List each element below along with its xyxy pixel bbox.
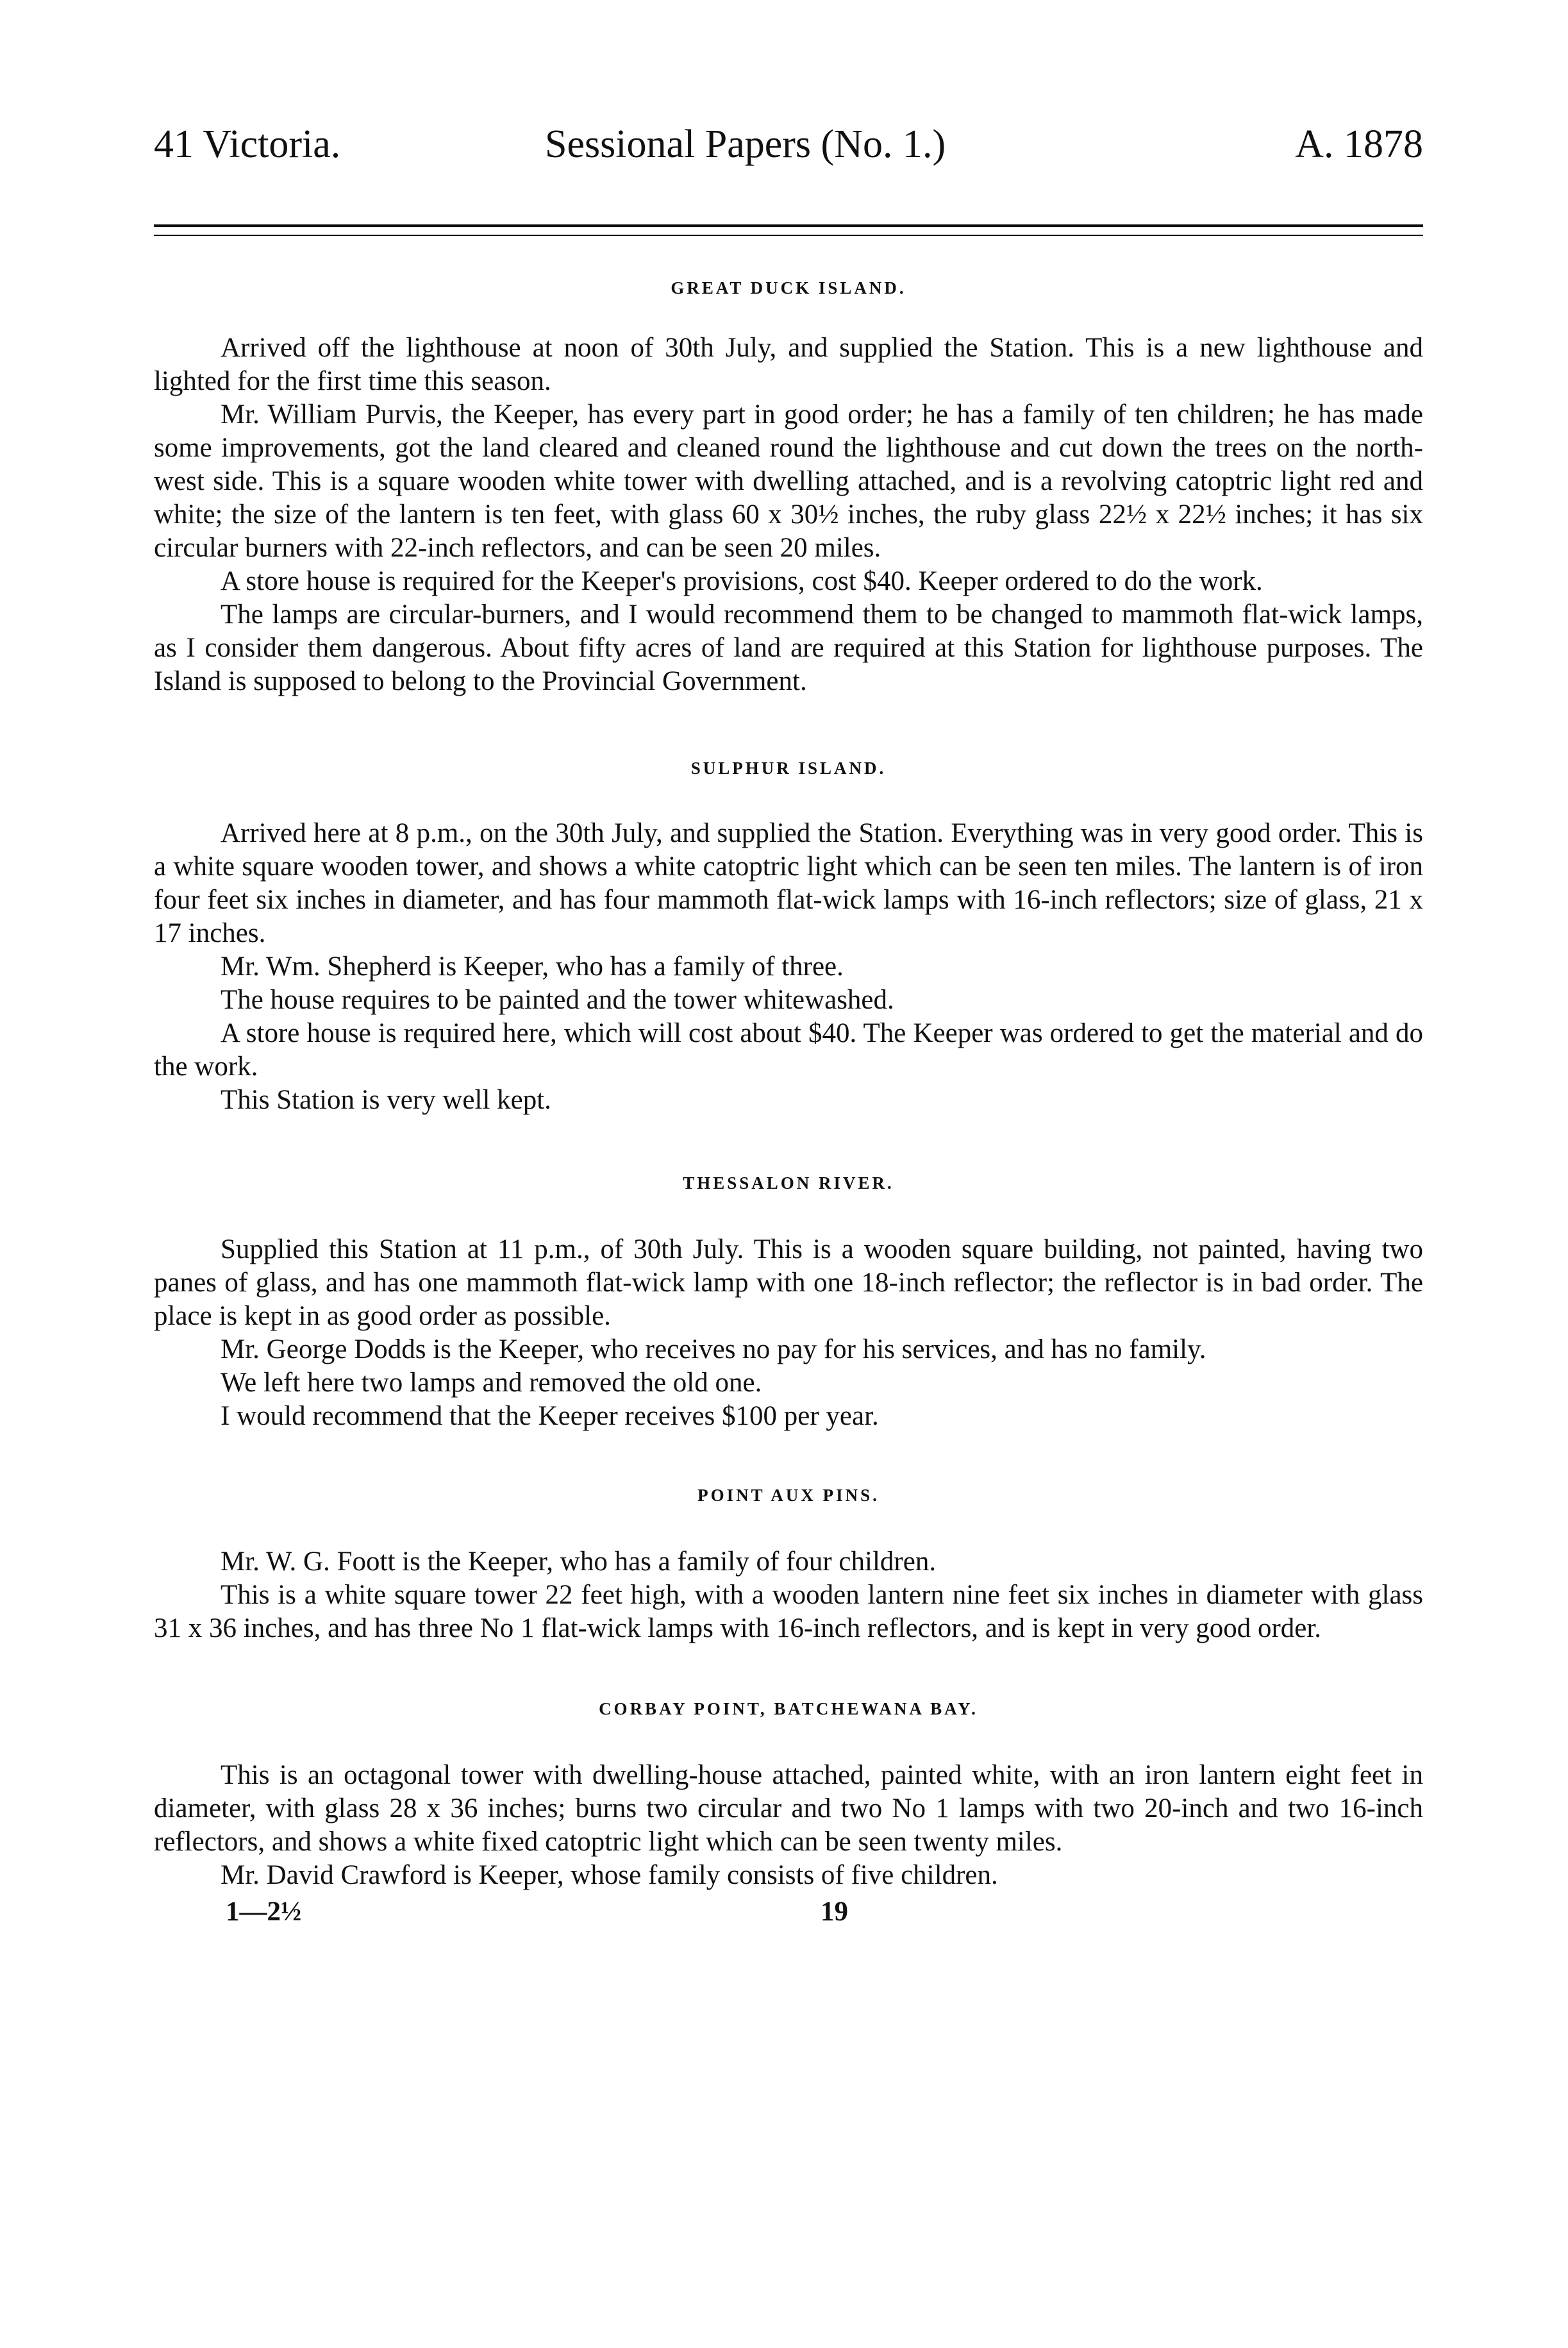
header-volume: 41 Victoria. — [154, 122, 341, 166]
paragraph: A store house is required here, which will cost about $40. The Keeper was ordered to get the material and do the work. — [154, 1018, 1423, 1082]
paragraph: Arrived here at 8 p.m., on the 30th July, and supplied the Station. Everything was in very good order. This is a white square wooden tower, and shows a white catoptric light which can be seen ten miles. The lantern is of iron four feet six inches in diameter, and has four mammoth flat-wick lamps with 16-inch reflectors; size of glass, 21 x 17 inches. — [154, 818, 1423, 948]
section-title: SULPHUR ISLAND. — [690, 759, 887, 778]
paragraph: Arrived off the lighthouse at noon of 30th July, and supplied the Station. This is a new lighthouse and lighted for the first time this season. — [154, 333, 1423, 396]
section-title: GREAT DUCK ISLAND. — [671, 278, 906, 298]
section-title: THESSALON RIVER. — [683, 1173, 894, 1193]
paragraph: I would recommend that the Keeper receives $100 per year. — [221, 1401, 879, 1431]
paragraph: Supplied this Station at 11 p.m., of 30th July. This is a wooden square building, not painted, having two panes of glass, and has one mammoth flat-wick lamp with one 18-inch reflector; the reflector is in bad order. The place is kept in as good order as possible. — [154, 1234, 1423, 1331]
paragraph: Mr. W. G. Foott is the Keeper, who has a family of four children. — [221, 1547, 937, 1577]
header-rule-thin — [154, 235, 1423, 236]
header-rule-thick — [154, 224, 1423, 230]
running-header — [154, 115, 1423, 173]
page-footer — [154, 1896, 1423, 1934]
paragraph: Mr. George Dodds is the Keeper, who receives no pay for his services, and has no family. — [221, 1334, 1206, 1364]
paragraph: The house requires to be painted and the tower whitewashed. — [221, 985, 894, 1015]
paragraph: We left here two lamps and removed the old one. — [221, 1368, 762, 1398]
section-thessalon-river — [154, 1173, 1423, 1433]
header-year: A. 1878 — [1295, 122, 1423, 166]
paragraph: This is a white square tower 22 feet high, with a wooden lantern nine feet six inches in diameter with glass 31 x 36 inches, and has three No 1 flat-wick lamps with 16-inch reflectors, and is kept in very good order. — [154, 1580, 1423, 1643]
section-corbay-point — [154, 1699, 1423, 1892]
paragraph: Mr. Wm. Shepherd is Keeper, who has a family of three. — [221, 952, 844, 982]
paragraph: This is an octagonal tower with dwelling-house attached, painted white, with an iron lantern eight feet in diameter, with glass 28 x 36 inches; burns two circular and two No 1 lamps with two 20-inch and two 16-inch reflectors, and shows a white fixed catoptric light which can be seen twenty miles. — [154, 1760, 1423, 1857]
page-number: 19 — [821, 1897, 848, 1927]
section-point-aux-pins — [154, 1486, 1423, 1645]
section-sulphur-island — [154, 759, 1423, 1117]
paragraph: A store house is required for the Keeper's provisions, cost $40. Keeper ordered to do the work. — [221, 566, 1263, 596]
signature-mark: 1—2½ — [226, 1897, 302, 1927]
paragraph: This Station is very well kept. — [221, 1085, 551, 1115]
paragraph: Mr. William Purvis, the Keeper, has every part in good order; he has a family of ten children; he has made some improvements, got the land cleared and cleaned round the lighthouse and cut down the trees on the north-west side. This is a square wooden white tower with dwelling attached, and is a revolving catoptric light red and white; the size of the lantern is ten feet, with glass 60 x 30½ inches, the ruby glass 22½ x 22½ inches; it has six circular burners with 22-inch reflectors, and can be seen 20 miles. — [154, 399, 1423, 563]
header-title: Sessional Papers (No. 1.) — [545, 122, 946, 166]
section-great-duck-island — [154, 278, 1423, 698]
paragraph: The lamps are circular-burners, and I would recommend them to be changed to mammoth flat-wick lamps, as I consider them dangerous. About fifty acres of land are required at this Station for lighthouse purposes. The Island is supposed to belong to the Provincial Government. — [154, 600, 1423, 696]
paragraph: Mr. David Crawford is Keeper, whose family consists of five children. — [221, 1860, 998, 1890]
section-title: CORBAY POINT, BATCHEWANA BAY. — [599, 1699, 978, 1718]
section-title: POINT AUX PINS. — [697, 1486, 880, 1505]
document-page — [154, 115, 1423, 2295]
